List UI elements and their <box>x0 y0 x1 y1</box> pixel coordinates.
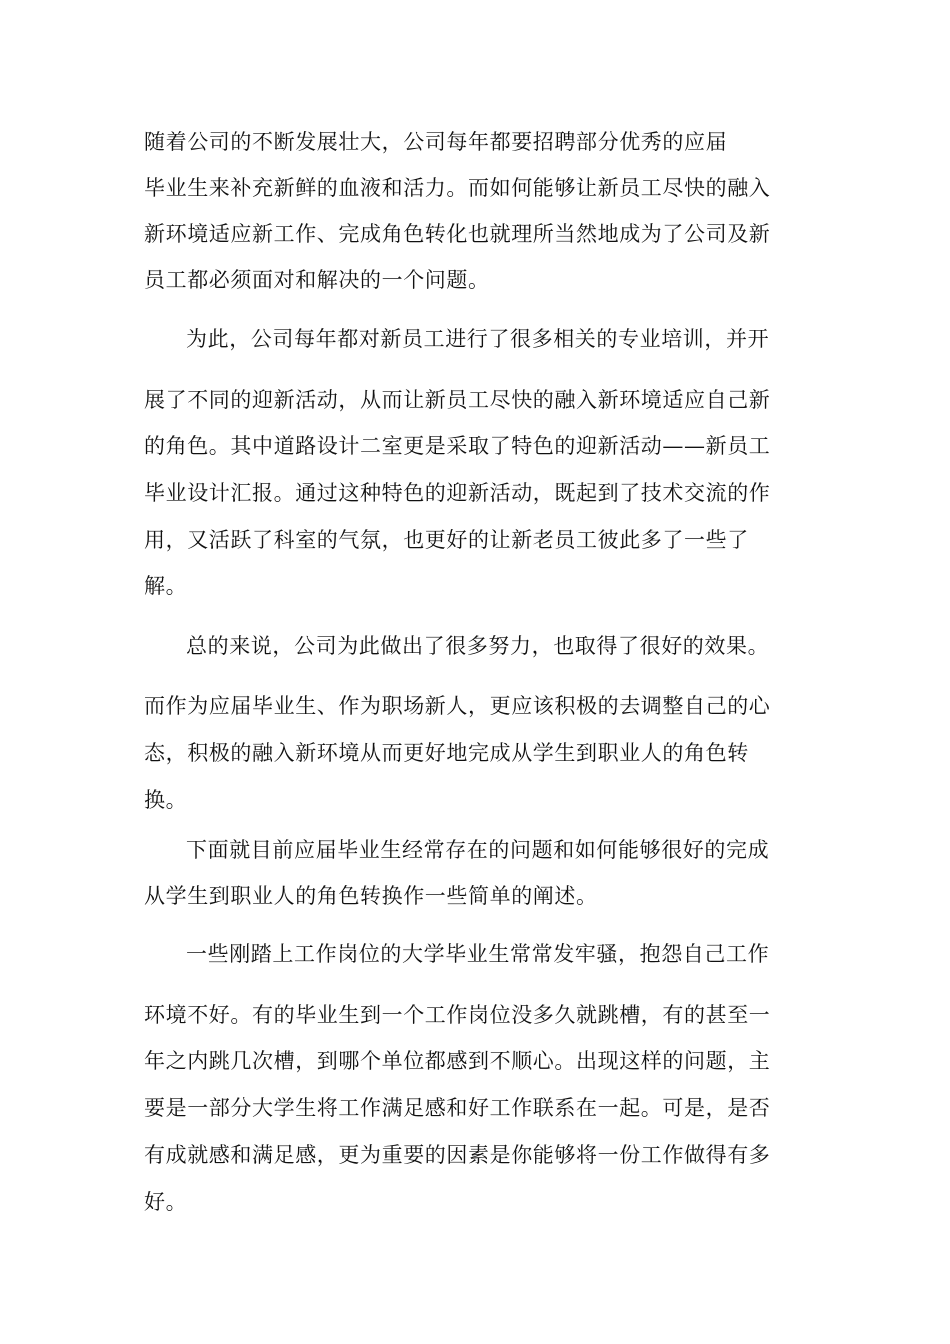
text-line: 环境不好。有的毕业生到一个工作岗位没多久就跳槽，有的甚至一 <box>144 1003 771 1027</box>
text-line: 随着公司的不断发展壮大，公司每年都要招聘部分优秀的应届 <box>144 130 728 154</box>
text-line: 一些刚踏上工作岗位的大学毕业生常常发牢骚，抱怨自己工作 <box>186 942 770 966</box>
text-line: 总的来说，公司为此做出了很多努力，也取得了很好的效果。 <box>186 634 770 658</box>
text-line: 毕业生来补充新鲜的血液和活力。而如何能够让新员工尽快的融入 <box>144 176 771 200</box>
text-line: 有成就感和满足感，更为重要的因素是你能够将一份工作做得有多 <box>144 1143 771 1167</box>
text-line: 员工都必须面对和解决的一个问题。 <box>144 268 490 292</box>
text-line: 而作为应届毕业生、作为职场新人，更应该积极的去调整自己的心 <box>144 694 771 718</box>
text-line: 展了不同的迎新活动，从而让新员工尽快的融入新环境适应自己新 <box>144 388 771 412</box>
text-line: 新环境适应新工作、完成角色转化也就理所当然地成为了公司及新 <box>144 222 771 246</box>
text-line: 毕业设计汇报。通过这种特色的迎新活动，既起到了技术交流的作 <box>144 481 771 505</box>
text-line: 解。 <box>144 574 188 598</box>
text-line: 态，积极的融入新环境从而更好地完成从学生到职业人的角色转 <box>144 741 749 765</box>
text-line: 下面就目前应届毕业生经常存在的问题和如何能够很好的完成 <box>186 838 770 862</box>
text-line: 好。 <box>144 1190 188 1214</box>
text-line: 要是一部分大学生将工作满足感和好工作联系在一起。可是，是否 <box>144 1096 771 1120</box>
text-line: 为此，公司每年都对新员工进行了很多相关的专业培训，并开 <box>186 327 770 351</box>
text-line: 年之内跳几次槽，到哪个单位都感到不顺心。出现这样的问题，主 <box>144 1049 771 1073</box>
text-line: 用，又活跃了科室的气氛，也更好的让新老员工彼此多了一些了 <box>144 528 749 552</box>
text-line: 从学生到职业人的角色转换作一些简单的阐述。 <box>144 884 598 908</box>
text-line: 的角色。其中道路设计二室更是采取了特色的迎新活动——新员工 <box>144 434 771 458</box>
text-line: 换。 <box>144 788 188 812</box>
